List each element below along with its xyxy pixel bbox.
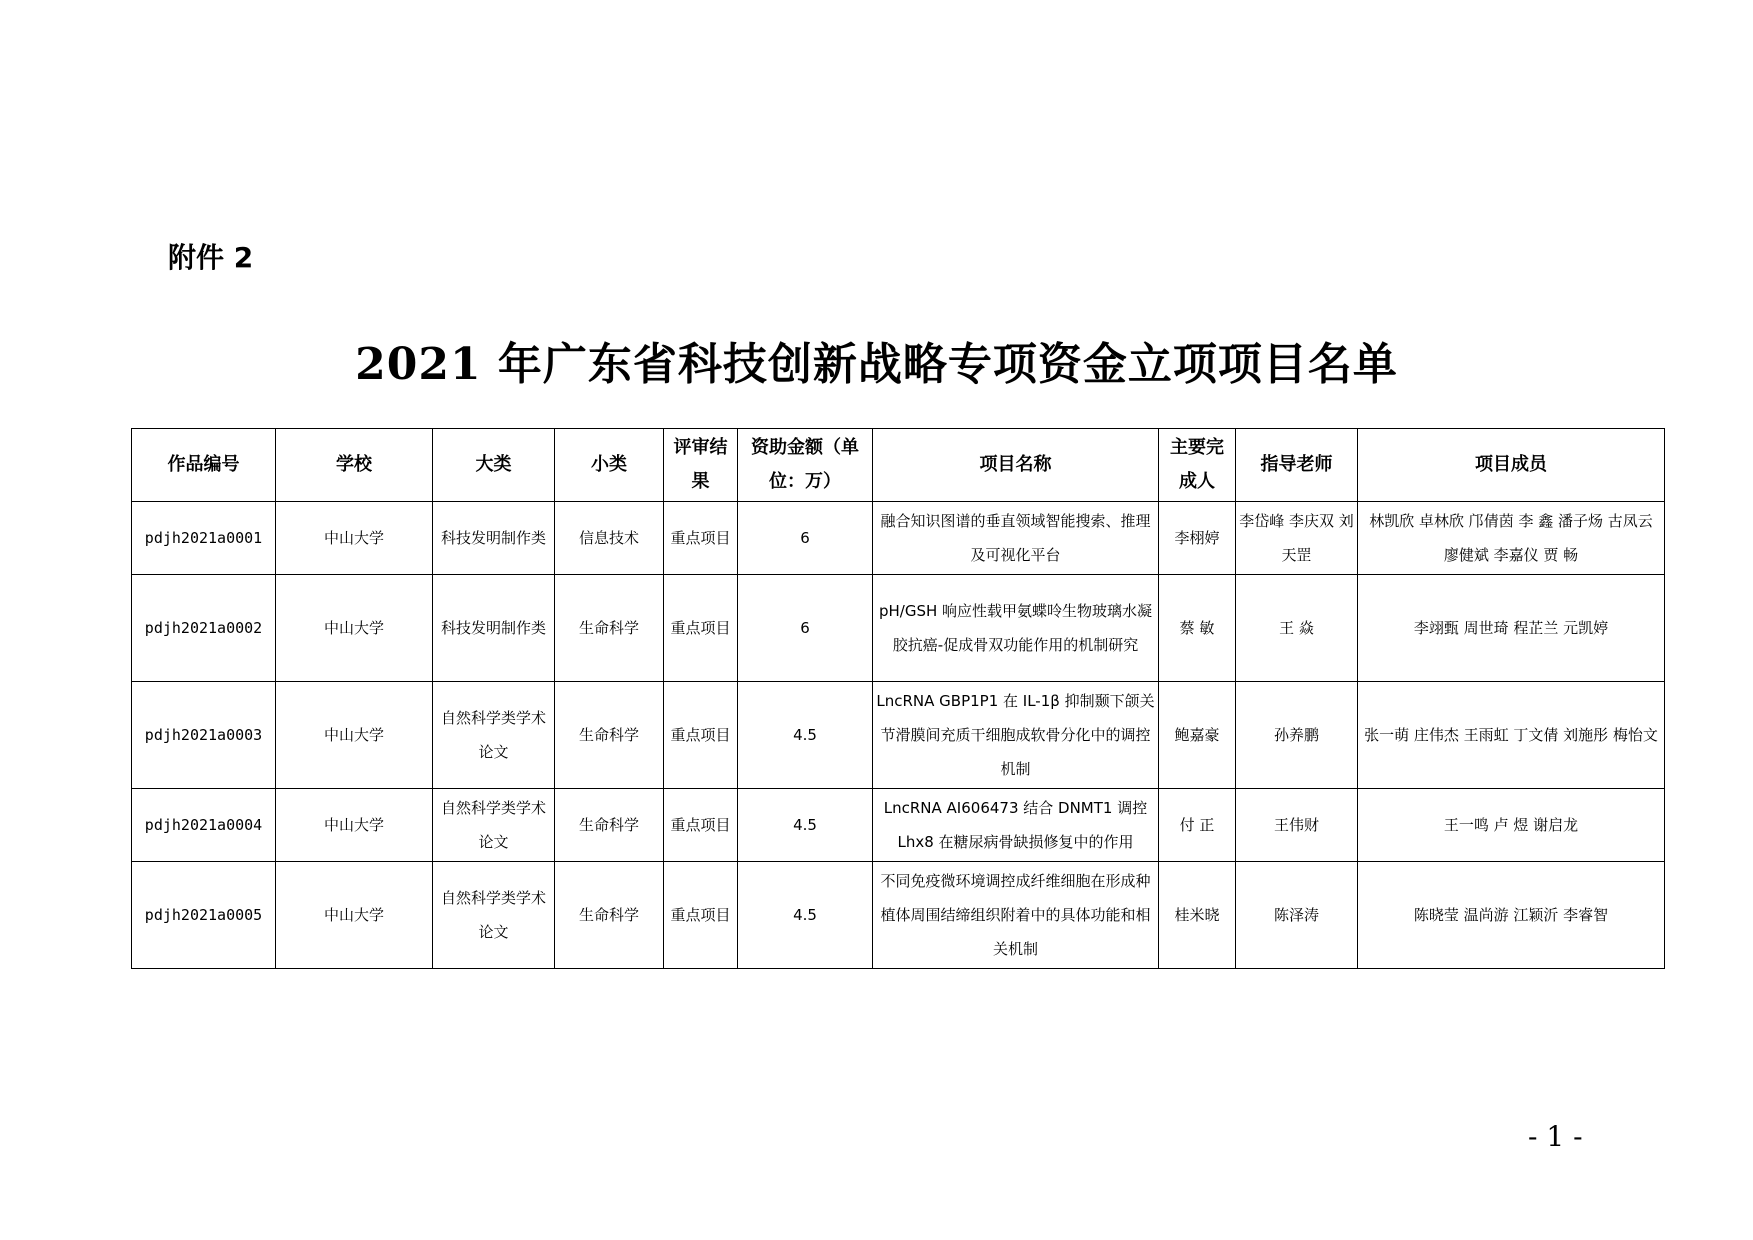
cell-members: 王一鸣 卢 煜 谢启龙 bbox=[1358, 789, 1665, 862]
cell-amount: 4.5 bbox=[738, 682, 873, 789]
cell-leader: 李栩婷 bbox=[1159, 502, 1236, 575]
table-row bbox=[132, 862, 1665, 969]
cell-category: 自然科学类学术论文 bbox=[433, 789, 555, 862]
table-row bbox=[132, 789, 1665, 862]
cell-code: pdjh2021a0002 bbox=[132, 575, 276, 682]
table-row bbox=[132, 682, 1665, 789]
header-code: 作品编号 bbox=[132, 429, 276, 502]
cell-school: 中山大学 bbox=[276, 575, 433, 682]
cell-subcategory: 生命科学 bbox=[555, 789, 664, 862]
cell-school: 中山大学 bbox=[276, 862, 433, 969]
cell-advisor: 孙养鹏 bbox=[1236, 682, 1358, 789]
cell-result: 重点项目 bbox=[664, 862, 738, 969]
cell-project: pH/GSH 响应性载甲氨蝶呤生物玻璃水凝胶抗癌-促成骨双功能作用的机制研究 bbox=[873, 575, 1159, 682]
attachment-label: 附件 2 bbox=[168, 241, 254, 274]
cell-advisor: 李岱峰 李庆双 刘天罡 bbox=[1236, 502, 1358, 575]
page-number: - 1 - bbox=[1528, 1120, 1583, 1153]
cell-result: 重点项目 bbox=[664, 789, 738, 862]
cell-amount: 6 bbox=[738, 502, 873, 575]
table-row bbox=[132, 502, 1665, 575]
cell-project: 不同免疫微环境调控成纤维细胞在形成种植体周围结缔组织附着中的具体功能和相关机制 bbox=[873, 862, 1159, 969]
page-title: 2021 年广东省科技创新战略专项资金立项项目名单 bbox=[355, 339, 1398, 390]
cell-category: 自然科学类学术论文 bbox=[433, 682, 555, 789]
cell-category: 自然科学类学术论文 bbox=[433, 862, 555, 969]
header-project: 项目名称 bbox=[873, 429, 1159, 502]
table-header-row bbox=[132, 429, 1665, 502]
project-table bbox=[131, 428, 1665, 969]
cell-leader: 付 正 bbox=[1159, 789, 1236, 862]
header-amount: 资助金额（单位：万） bbox=[738, 429, 873, 502]
cell-school: 中山大学 bbox=[276, 682, 433, 789]
cell-category: 科技发明制作类 bbox=[433, 575, 555, 682]
cell-school: 中山大学 bbox=[276, 789, 433, 862]
cell-code: pdjh2021a0005 bbox=[132, 862, 276, 969]
cell-code: pdjh2021a0004 bbox=[132, 789, 276, 862]
cell-project: LncRNA GBP1P1 在 IL-1β 抑制颞下颌关节滑膜间充质干细胞成软骨分化中的调控机制 bbox=[873, 682, 1159, 789]
cell-advisor: 王伟财 bbox=[1236, 789, 1358, 862]
cell-subcategory: 生命科学 bbox=[555, 682, 664, 789]
cell-members: 张一萌 庄伟杰 王雨虹 丁文倩 刘施彤 梅怡文 bbox=[1358, 682, 1665, 789]
header-result: 评审结果 bbox=[664, 429, 738, 502]
cell-amount: 4.5 bbox=[738, 789, 873, 862]
header-leader: 主要完成人 bbox=[1159, 429, 1236, 502]
header-subcategory: 小类 bbox=[555, 429, 664, 502]
header-members: 项目成员 bbox=[1358, 429, 1665, 502]
cell-leader: 蔡 敏 bbox=[1159, 575, 1236, 682]
cell-code: pdjh2021a0001 bbox=[132, 502, 276, 575]
cell-subcategory: 生命科学 bbox=[555, 575, 664, 682]
cell-members: 李翊甄 周世琦 程芷兰 元凯婷 bbox=[1358, 575, 1665, 682]
cell-leader: 桂米晓 bbox=[1159, 862, 1236, 969]
cell-members: 林凯欣 卓林欣 邝倩茵 李 鑫 潘子炀 古凤云 廖健斌 李嘉仪 贾 畅 bbox=[1358, 502, 1665, 575]
cell-code: pdjh2021a0003 bbox=[132, 682, 276, 789]
cell-subcategory: 信息技术 bbox=[555, 502, 664, 575]
cell-leader: 鲍嘉豪 bbox=[1159, 682, 1236, 789]
cell-amount: 4.5 bbox=[738, 862, 873, 969]
cell-result: 重点项目 bbox=[664, 682, 738, 789]
cell-project: 融合知识图谱的垂直领域智能搜索、推理及可视化平台 bbox=[873, 502, 1159, 575]
cell-project: LncRNA AI606473 结合 DNMT1 调控 Lhx8 在糖尿病骨缺损修复中的作用 bbox=[873, 789, 1159, 862]
cell-school: 中山大学 bbox=[276, 502, 433, 575]
cell-amount: 6 bbox=[738, 575, 873, 682]
cell-result: 重点项目 bbox=[664, 575, 738, 682]
cell-subcategory: 生命科学 bbox=[555, 862, 664, 969]
table-row bbox=[132, 575, 1665, 682]
cell-category: 科技发明制作类 bbox=[433, 502, 555, 575]
cell-members: 陈晓莹 温尚游 江颖沂 李睿智 bbox=[1358, 862, 1665, 969]
cell-advisor: 王 焱 bbox=[1236, 575, 1358, 682]
cell-advisor: 陈泽涛 bbox=[1236, 862, 1358, 969]
cell-result: 重点项目 bbox=[664, 502, 738, 575]
header-school: 学校 bbox=[276, 429, 433, 502]
header-category: 大类 bbox=[433, 429, 555, 502]
header-advisor: 指导老师 bbox=[1236, 429, 1358, 502]
